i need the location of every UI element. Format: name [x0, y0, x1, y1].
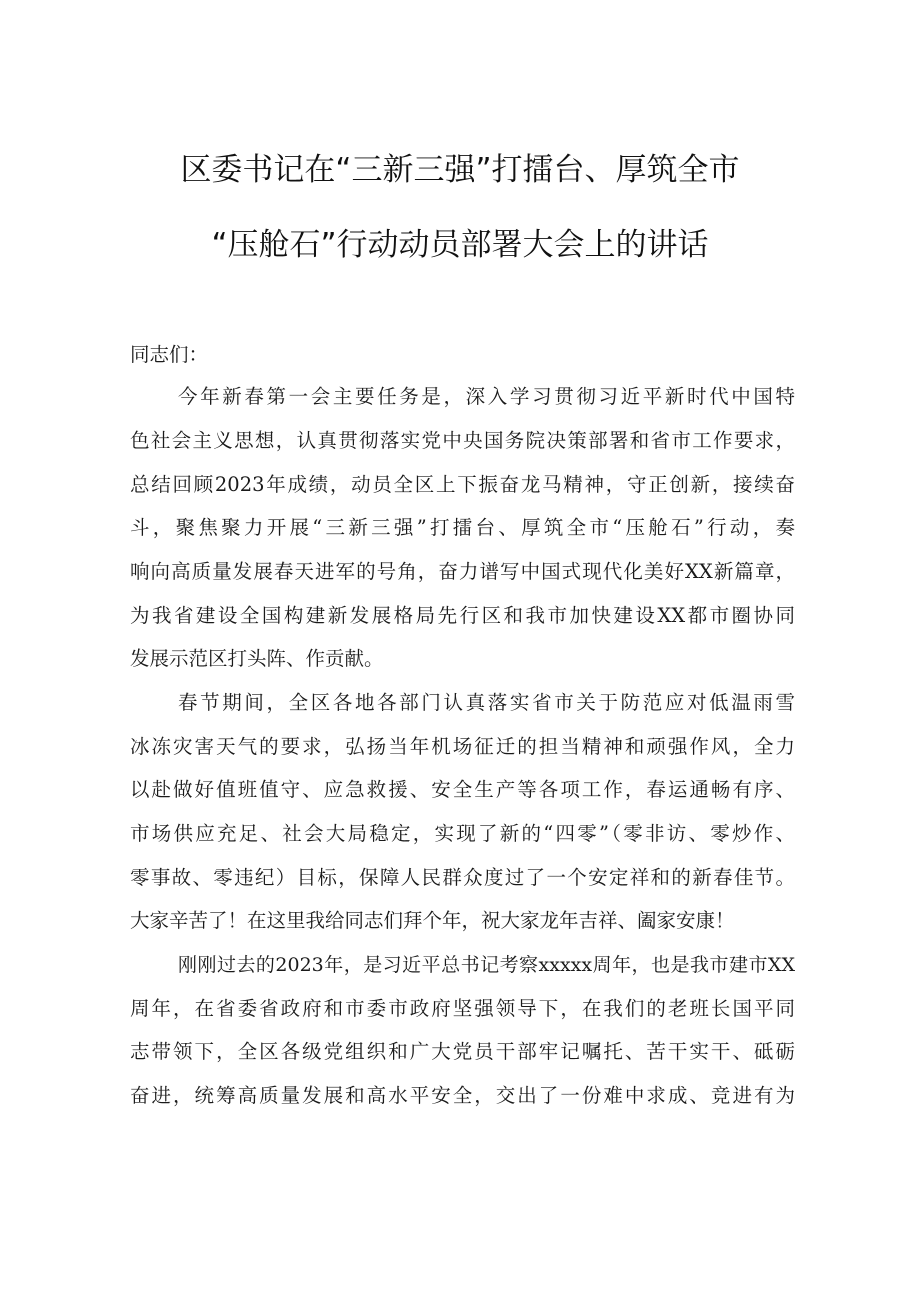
document-title-line-1: 区委书记在“三新三强”打擂台、厚筑全市: [180, 152, 740, 188]
paragraph-line: 色社会主义思想，认真贯彻落实党中央国务院决策部署和省市工作要求，: [130, 429, 795, 452]
paragraph-line: 周年，在省委省政府和市委市政府坚强领导下，在我们的老班长国平同: [130, 997, 795, 1020]
salutation: 同志们：: [130, 343, 209, 366]
paragraph-line: 发展示范区打头阵、作贡献。: [130, 647, 384, 670]
paragraph-line: 奋进，统筹高质量发展和高水平安全，交出了一份难中求成、竞进有为: [130, 1084, 795, 1107]
paragraph-line: 响向高质量发展春天进军的号角，奋力谱写中国式现代化美好XX新篇章，: [130, 560, 795, 583]
paragraph-line: 冰冻灾害天气的要求，弘扬当年机场征迁的担当精神和顽强作风，全力: [130, 735, 795, 758]
paragraph-line: 零事故、零违纪）目标，保障人民群众度过了一个安定祥和的新春佳节。: [130, 866, 795, 889]
paragraph-line: 大家辛苦了！在这里我给同志们拜个年，祝大家龙年吉祥、阖家安康！: [130, 909, 735, 932]
paragraph-line: 刚刚过去的2023年，是习近平总书记考察xxxxx周年，也是我市建市XX: [178, 954, 795, 976]
paragraph-line: 志带领下，全区各级党组织和广大党员干部牢记嘱托、苦干实干、砥砺: [130, 1040, 795, 1063]
paragraph-line: 春节期间，全区各地各部门认真落实省市关于防范应对低温雨雪: [178, 691, 795, 714]
paragraph-line: 总结回顾2023年成绩，动员全区上下振奋龙马精神，守正创新，接续奋: [130, 473, 795, 496]
paragraph-line: 市场供应充足、社会大局稳定，实现了新的“四零”（零非访、零炒作、: [130, 822, 795, 845]
paragraph-line: 以赴做好值班值守、应急救援、安全生产等各项工作，春运通畅有序、: [130, 778, 795, 801]
paragraph-line: 今年新春第一会主要任务是，深入学习贯彻习近平新时代中国特: [178, 385, 795, 408]
paragraph-line: 为我省建设全国构建新发展格局先行区和我市加快建设XX都市圈协同: [130, 604, 795, 627]
paragraph-line: 斗，聚焦聚力开展“三新三强”打擂台、厚筑全市“压舱石”行动，奏: [130, 516, 795, 539]
document-title-line-2: “压舱石”行动动员部署大会上的讲话: [211, 227, 709, 263]
